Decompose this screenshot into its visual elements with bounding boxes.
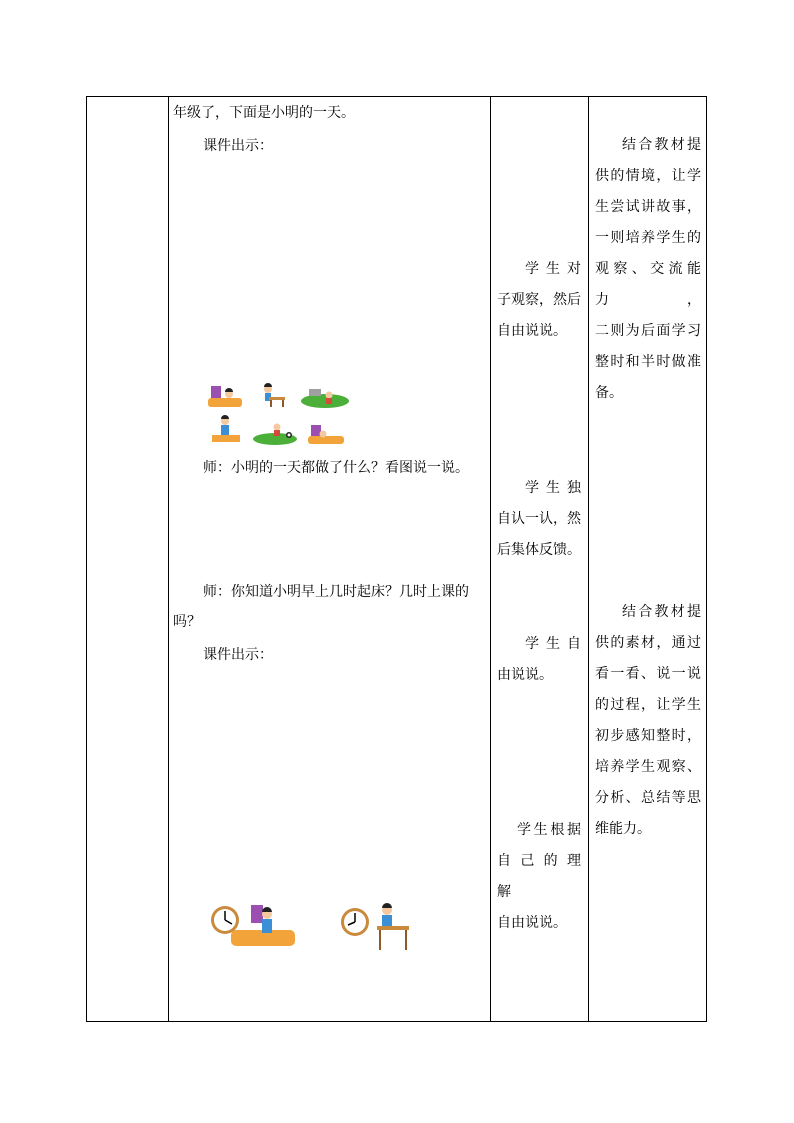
text-line: 学 生 独 (525, 480, 581, 496)
text-line: 分析、总结等思 (595, 790, 701, 806)
text-line: 的过程，让学生 (595, 697, 701, 713)
text-line: 供的素材，通过 (595, 635, 701, 651)
design-intent-1 (595, 130, 701, 409)
design-intent-2 (595, 597, 701, 845)
student-activity-4 (497, 815, 581, 939)
text-line: 学生根据 (517, 822, 581, 838)
text-line: 整时和半时做准 (595, 354, 701, 370)
teacher-question-2-line2: 吗？ (173, 614, 201, 630)
column-divider-1 (168, 97, 169, 1021)
wake-up-picture (208, 386, 242, 407)
wake-up-clock-picture (211, 905, 295, 946)
clock-illustrations (209, 900, 414, 955)
reading-desk-picture (264, 383, 285, 407)
text-line: 自认一认，然 (497, 511, 581, 527)
text-line: 结合教材提 (622, 137, 701, 153)
text-line: 自由说说。 (497, 915, 567, 931)
student-activity-1 (497, 254, 581, 347)
football-picture (253, 424, 297, 446)
text-line: 子观察，然后 (497, 292, 581, 308)
text-line: 后集体反馈。 (497, 542, 581, 558)
teacher-question-2-line1: 师：你知道小明早上几时起床？几时上课的 (203, 584, 469, 600)
courseware-label-2: 课件出示： (203, 647, 273, 663)
text-line: 结合教材提 (622, 604, 701, 620)
text-line: 维能力。 (595, 821, 651, 837)
text-line: 培养学生观察、 (595, 759, 701, 775)
sleep-picture (308, 425, 344, 444)
courseware-label-1: 课件出示： (203, 138, 273, 154)
text-line: 观察、交流能力， (595, 261, 701, 308)
column-divider-3 (588, 97, 589, 1021)
text-line: 供的情境，让学 (595, 168, 701, 184)
text-line: 学 生 对 (525, 261, 581, 277)
text-line: 一则培养学生的 (595, 230, 701, 246)
teacher-question-1: 师：小明的一天都做了什么？看图说一说。 (203, 460, 469, 476)
xiaoming-day-illustrations (205, 383, 355, 448)
text-line: 由说说。 (497, 667, 553, 683)
text-line: 自 己 的 理 解 (497, 853, 581, 900)
text-line: 看一看、说一说 (595, 666, 701, 682)
outdoor-play-picture (301, 389, 349, 408)
homework-picture (212, 415, 240, 442)
text-line: 自由说说。 (497, 323, 567, 339)
intro-line: 年级了，下面是小明的一天。 (173, 105, 355, 121)
text-line: 初步感知整时， (595, 728, 701, 744)
class-clock-picture (341, 903, 409, 950)
student-activity-2 (497, 473, 581, 566)
column-divider-2 (490, 97, 491, 1021)
text-line: 学 生 自 (525, 636, 581, 652)
student-activity-3 (497, 629, 581, 691)
text-line: 生尝试讲故事， (595, 199, 701, 215)
text-line: 备。 (595, 385, 623, 401)
text-line: 二则为后面学习 (595, 323, 701, 339)
